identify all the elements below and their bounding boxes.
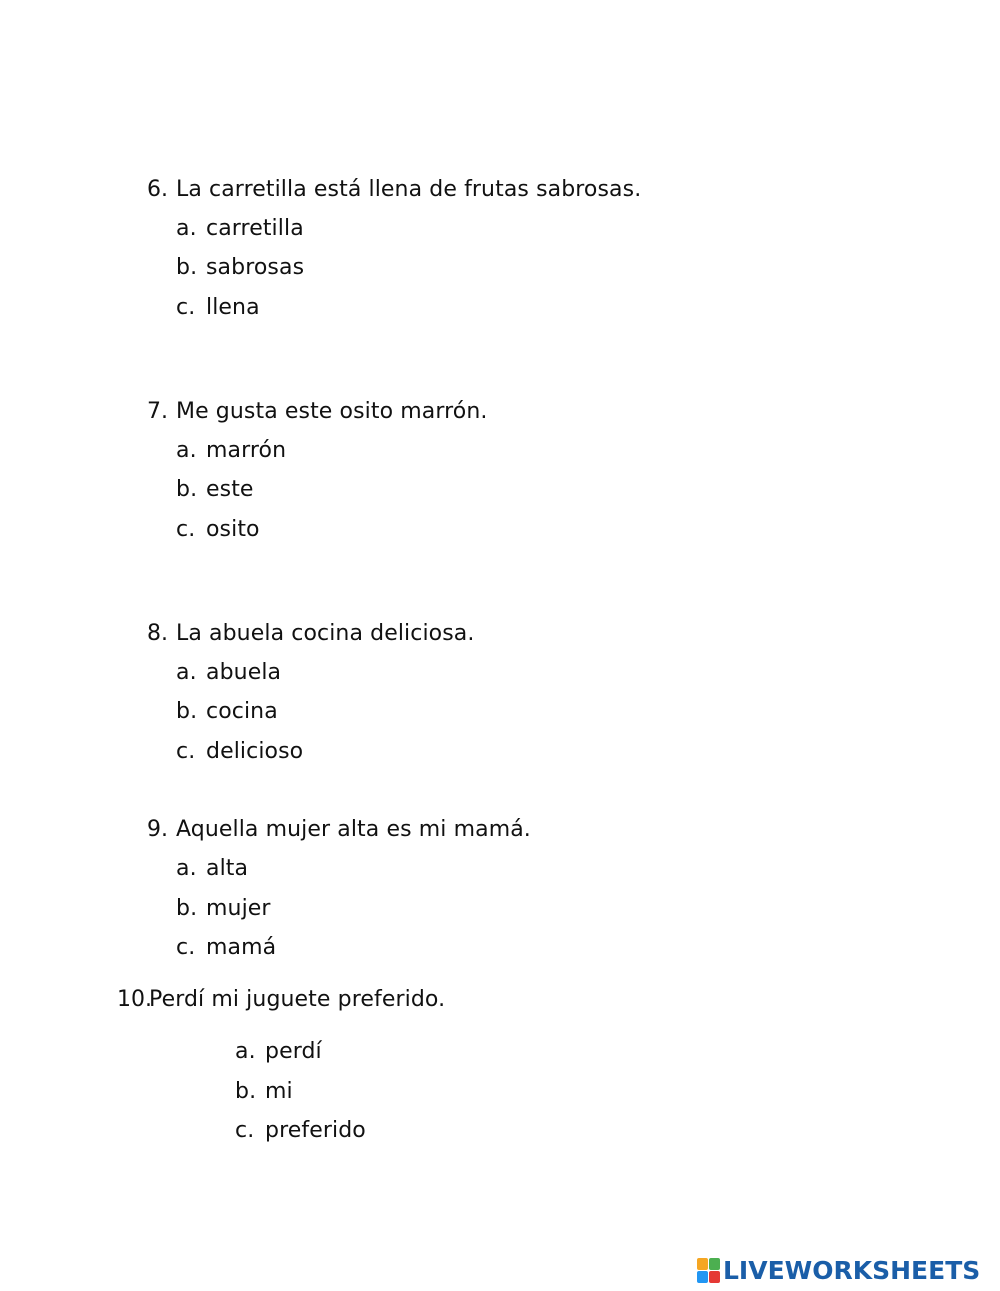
option-letter: c. [235,1118,255,1143]
question-sentence: Perdí mi juguete preferido. [149,987,446,1012]
option-text: marrón [206,438,287,463]
option-letter: b. [176,699,198,724]
option-text: llena [206,295,260,320]
question-number: 9. [147,817,168,842]
option-letter: c. [176,517,196,542]
question-number: 8. [147,621,168,646]
option-text: mamá [206,935,277,960]
question-sentence: Me gusta este osito marrón. [176,399,488,424]
option-text: sabrosas [206,255,305,280]
option-text: mi [265,1079,293,1104]
option-letter: c. [176,935,196,960]
option-letter: a. [176,660,197,685]
option-letter: a. [176,856,197,881]
option-text: preferido [265,1118,366,1143]
question-number: 6. [147,177,168,202]
option-text: carretilla [206,216,304,241]
option-text: perdí [265,1039,322,1064]
option-letter: a. [176,216,197,241]
option-letter: a. [235,1039,256,1064]
question-sentence: La abuela cocina deliciosa. [176,621,475,646]
question-number: 7. [147,399,168,424]
option-text: mujer [206,896,271,921]
option-text: abuela [206,660,282,685]
option-text: osito [206,517,260,542]
option-text: delicioso [206,739,304,764]
option-letter: c. [176,295,196,320]
question-number: 10. [117,987,152,1012]
liveworksheets-blocks-icon [697,1258,719,1282]
option-text: alta [206,856,249,881]
question-sentence: Aquella mujer alta es mi mamá. [176,817,531,842]
option-letter: b. [176,255,198,280]
option-letter: b. [235,1079,257,1104]
logo-text: LIVEWORKSHEETS [723,1255,981,1285]
option-letter: a. [176,438,197,463]
liveworksheets-logo[interactable] [697,1255,980,1285]
option-letter: b. [176,896,198,921]
question-sentence: La carretilla está llena de frutas sabrosas. [176,177,642,202]
option-letter: c. [176,739,196,764]
option-text: este [206,477,254,502]
option-letter: b. [176,477,198,502]
option-text: cocina [206,699,278,724]
